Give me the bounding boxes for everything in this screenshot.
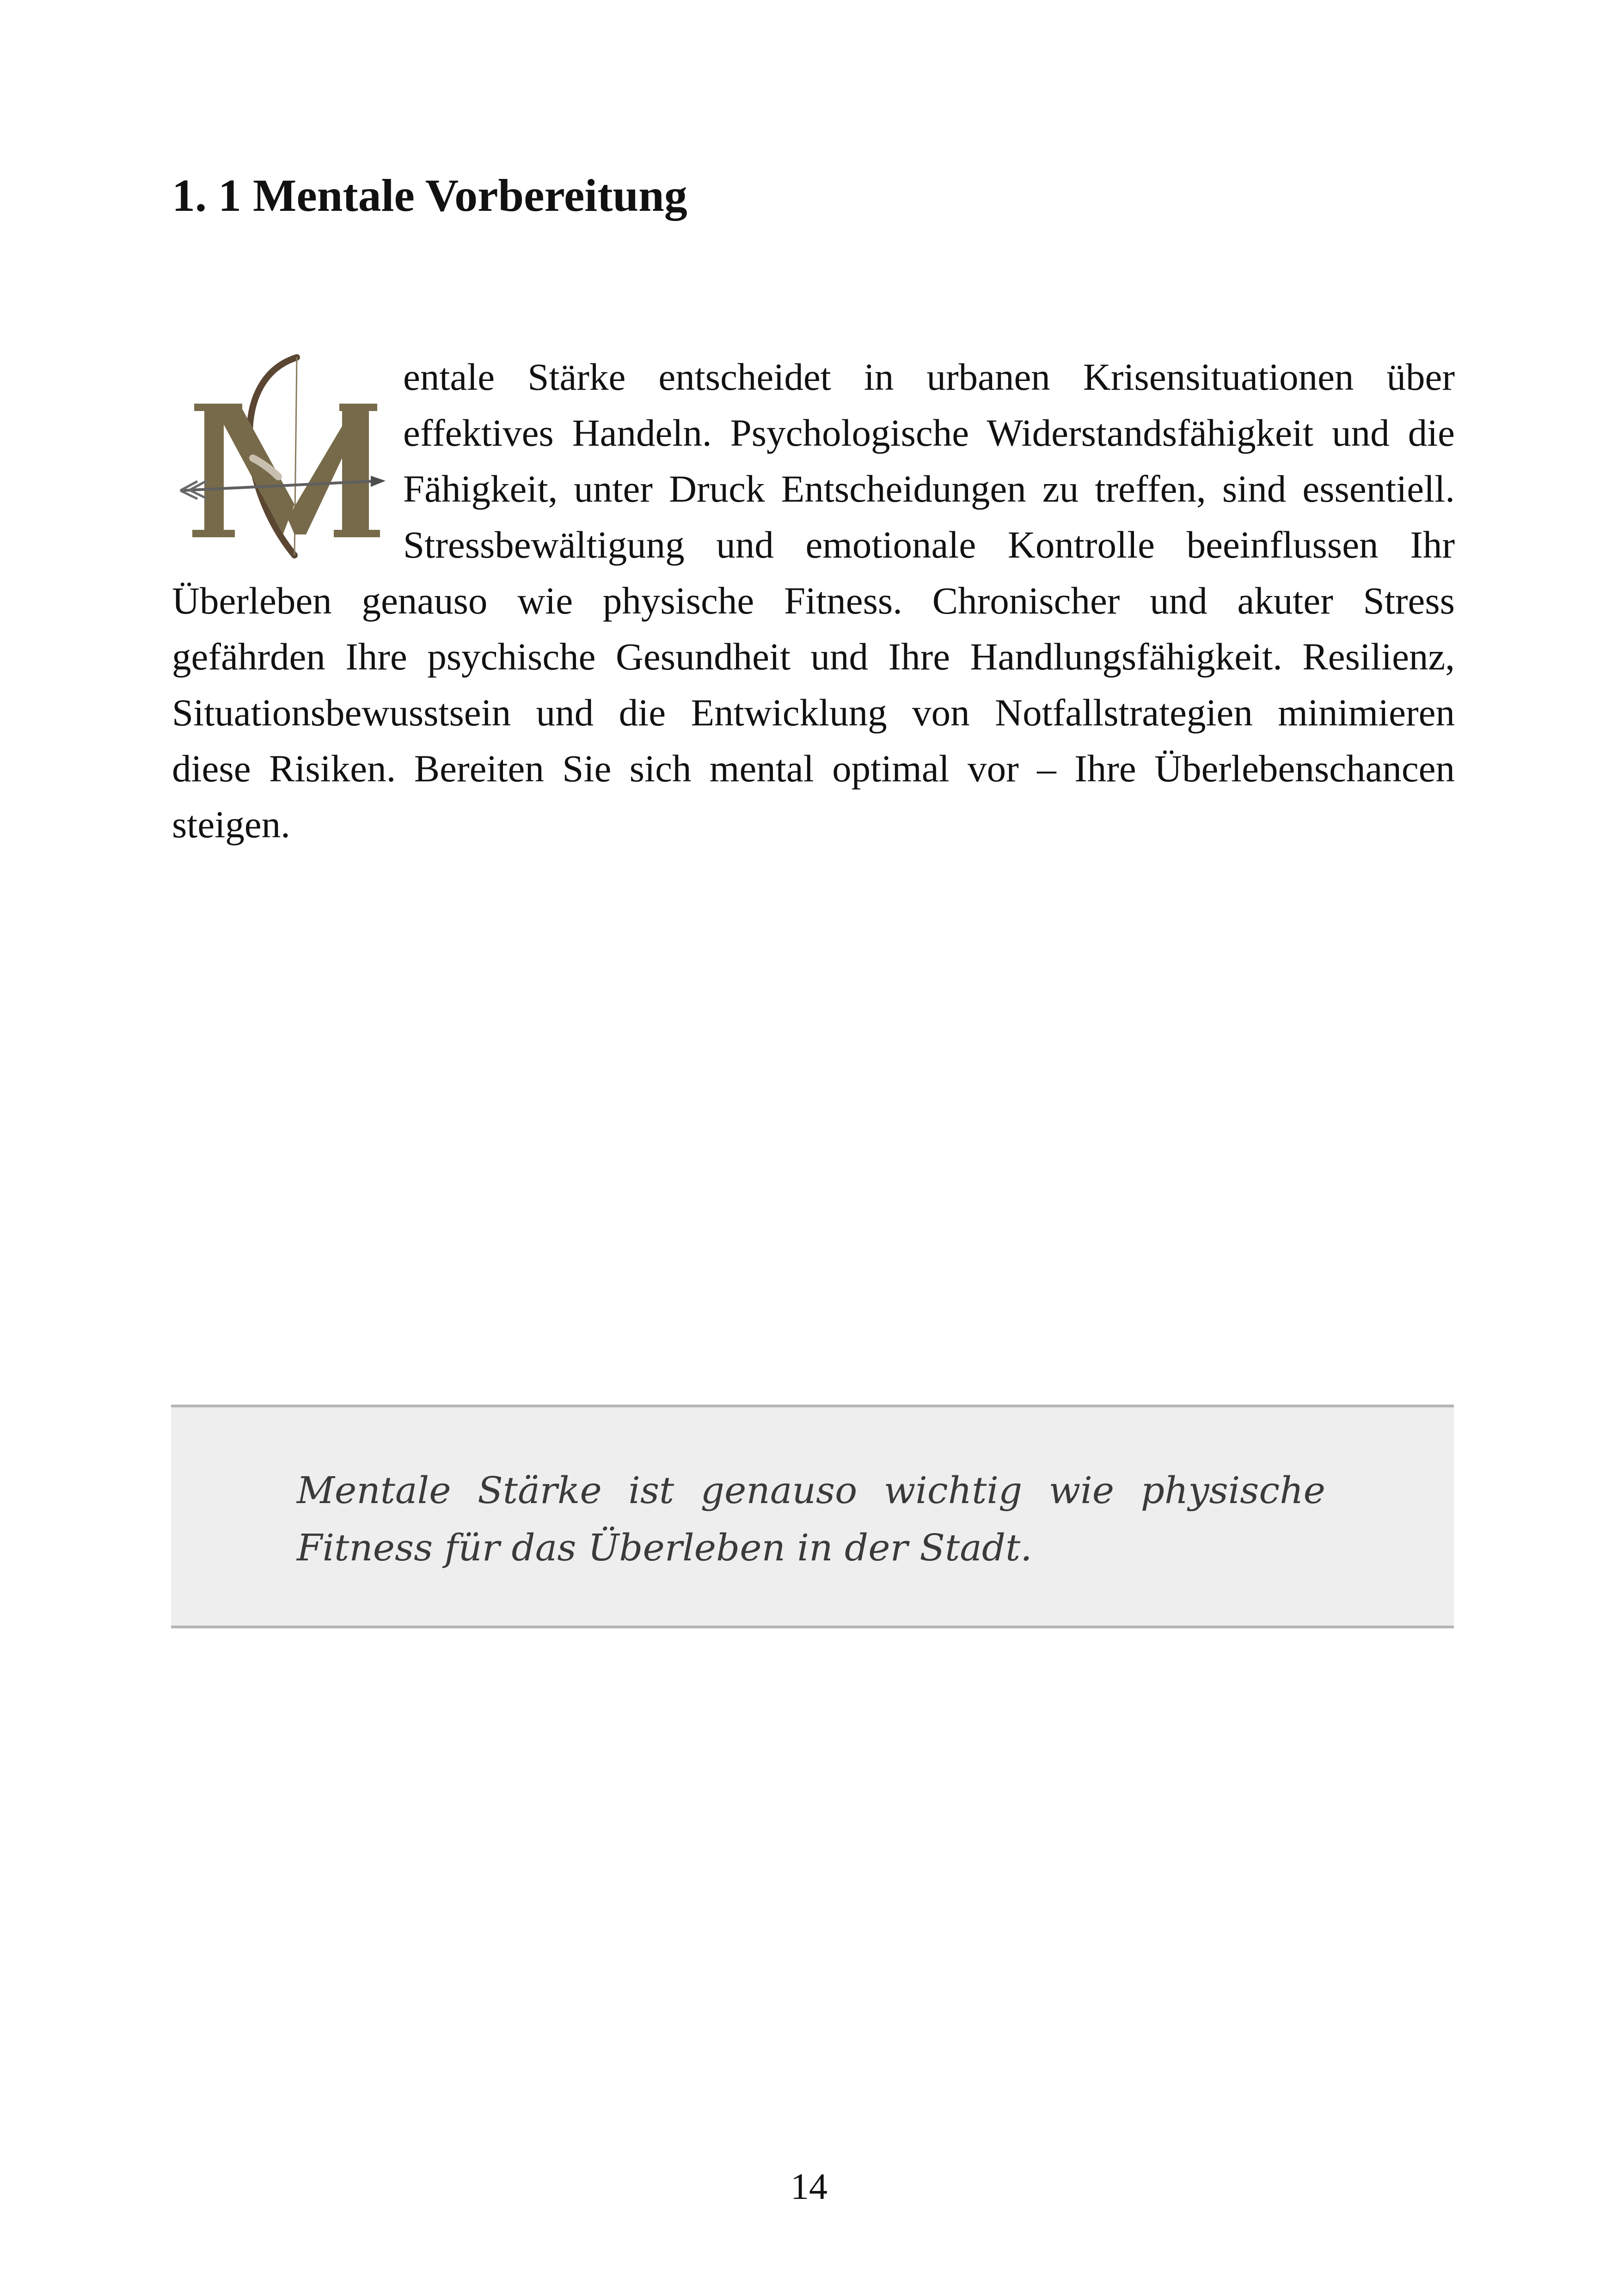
callout-box <box>171 1405 1454 1628</box>
bow-and-arrow-icon <box>172 352 389 565</box>
body-paragraph: entale Stärke entscheidet in urbanen Krisensituationen über effektives Handeln. Psychologische Widerstandsfähigkeit und die Fähigkeit, unter Druck Entscheidungen zu treffen, sind essentiell. Stressbewältigung und emotionale Kontrolle beeinflussen Ihr Überleben genauso wie physische Fitness. Chronischer und akuter Stress gefährden Ihre psychische Gesundheit und Ihre Handlungsfähigkeit. Resilienz, Situationsbewusstsein und die Entwicklung von Notfallstrategien minimieren diese Risiken. Bereiten Sie sich mental optimal vor – Ihre Überlebenschancen steigen. <box>172 356 1455 846</box>
callout-quote: Mentale Stärke ist genauso wichtig wie physische Fitness für das Überleben in der Stadt. <box>297 1469 1325 1569</box>
page-number: 14 <box>791 2167 827 2207</box>
section-heading: 1. 1 Mentale Vorbereitung <box>172 170 687 221</box>
dropcap-ornament <box>172 352 389 565</box>
body-section <box>172 349 1455 853</box>
